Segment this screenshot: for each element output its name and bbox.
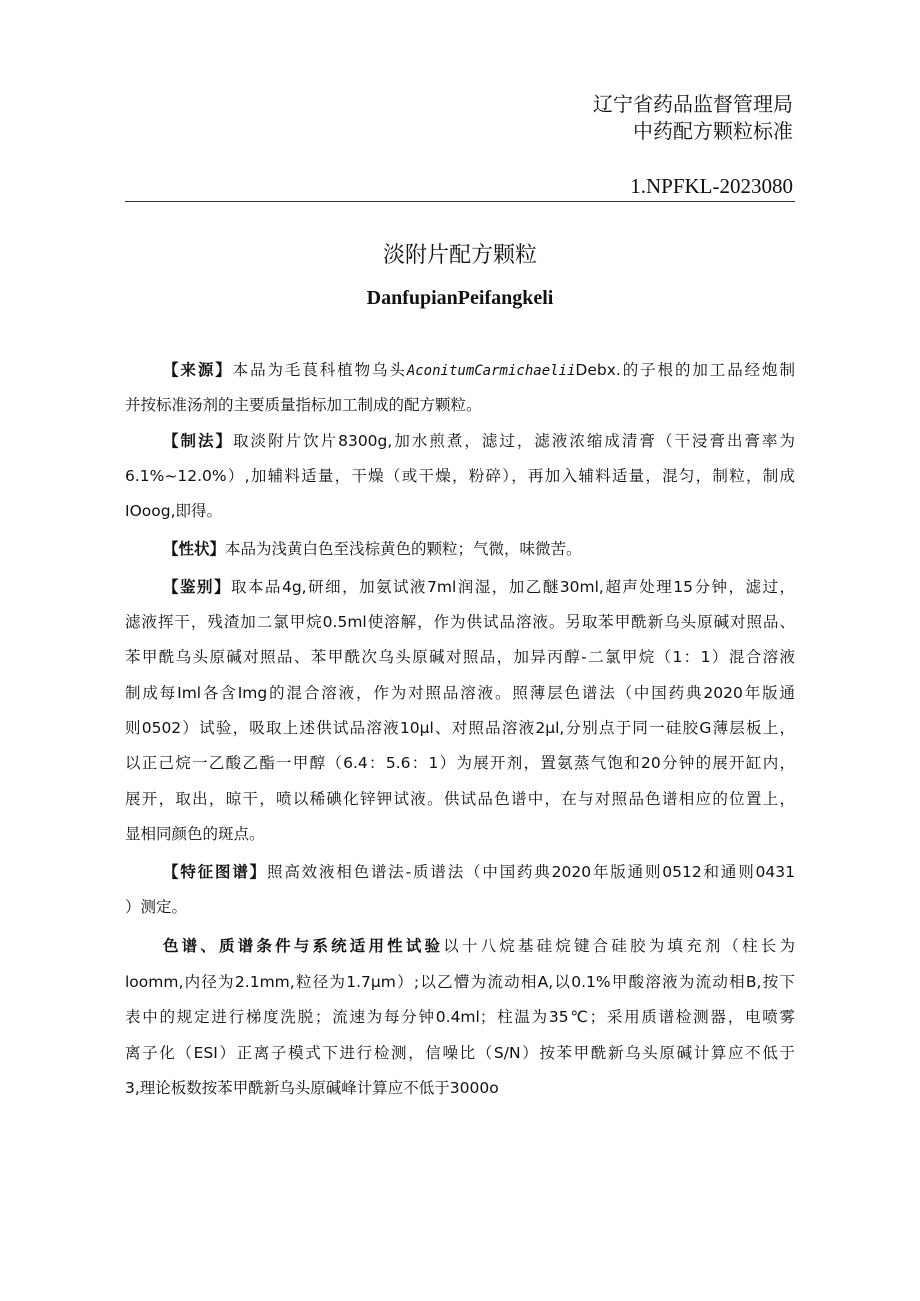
method-label: 【制法】 — [163, 432, 234, 450]
identification-line: 展开，取出，晾干，喷以稀碘化锌钾试液。供试品色谱中，在与对照品色谱相应的位置上， — [125, 790, 795, 808]
identification-line: 以正己烷一乙酸乙酯一甲醇（6.4：5.6：1）为展开剂，置氨蒸气饱和20分钟的展开缸内， — [125, 754, 795, 772]
conditions-line — [163, 935, 795, 957]
identification-line: 滤液挥干，残渣加二氯甲烷0.5ml使溶解，作为供试品溶液。另取苯甲酰新乌头原碱对照品、 — [125, 613, 795, 631]
conditions-label: 色谱、质谱条件与系统适用性试验 — [163, 937, 444, 955]
source-label: 【来源】 — [163, 361, 233, 379]
conditions-line: 表中的规定进行梯度洗脱；流速为每分钟0.4ml；柱温为35℃；采用质谱检测器，电喷雾 — [125, 1008, 795, 1026]
source-line — [163, 359, 795, 382]
method-line: 6.1%~12.0%）,加辅料适量，干燥（或干燥，粉碎），再加入辅料适量，混匀，制粒，制成 — [125, 467, 795, 485]
identification-line: 则0502）试验，吸取上述供试品溶液10μl、对照品溶液2μl,分别点于同一硅胶G薄层板上， — [125, 719, 795, 737]
fingerprint-text: 照高效液相色谱法-质谱法（中国药典2020年版通则0512和通则0431 — [266, 863, 795, 881]
conditions-line: 离子化（ESI）正离子模式下进行检测，信噪比（S/N）按苯甲酰新乌头原碱计算应不低于 — [125, 1044, 795, 1062]
identification-line: 制成每Iml各含Img的混合溶液，作为对照品溶液。照薄层色谱法（中国药典2020年版通 — [125, 684, 795, 702]
identification-line — [163, 576, 795, 598]
method-line: IOoog,即得。 — [125, 502, 223, 520]
document-title: 淡附片配方颗粒 — [382, 243, 537, 268]
issuing-authority: 辽宁省药品监督管理局 — [593, 92, 793, 116]
character-label: 【性状】 — [163, 540, 226, 558]
header-divider — [125, 201, 795, 202]
source-line: 并按标准汤剂的主要质量指标加工制成的配方颗粒。 — [125, 396, 482, 414]
conditions-line: 3,理论板数按苯甲酰新乌头原碱峰计算应不低于3000o — [125, 1079, 499, 1097]
standard-number: 1.NPFKL-2023080 — [630, 174, 793, 198]
document-subtitle: DanfupianPeifangkeli — [366, 287, 554, 309]
identification-label: 【鉴别】 — [163, 578, 231, 596]
fingerprint-line: ）测定。 — [125, 898, 188, 916]
character-text: 本品为浅黄白色至浅棕黄色的颗粒；气微，味微苦。 — [225, 540, 582, 558]
standard-type: 中药配方颗粒标准 — [633, 119, 793, 143]
conditions-text: 以十八烷基硅烷键合硅胶为填充剂（柱长为 — [443, 937, 795, 955]
method-text: 取淡附片饮片8300g,加水煎煮，滤过，滤液浓缩成清膏（干浸膏出膏率为 — [233, 432, 795, 450]
character-line — [163, 538, 795, 560]
fingerprint-label: 【特征图谱】 — [163, 863, 267, 881]
identification-text: 取本品4g,研细，加氨试液7ml润湿，加乙醚30ml,超声处理15分钟，滤过， — [230, 578, 795, 596]
source-text: Debx.的子根的加工品经炮制 — [575, 361, 795, 379]
identification-line: 显相同颜色的斑点。 — [125, 825, 265, 843]
fingerprint-line — [163, 861, 795, 883]
method-line — [163, 430, 795, 452]
conditions-line: loomm,内径为2.1mm,粒径为1.7μm）;以乙懵为流动相A,以0.1%甲酸溶液为流动相B,按下 — [125, 973, 795, 991]
latin-name: AconitumCarmichaelii — [406, 363, 576, 379]
source-text: 本品为毛茛科植物乌头 — [232, 361, 407, 379]
identification-line: 苯甲酰乌头原碱对照品、苯甲酰次乌头原碱对照品，加异丙醇-二氯甲烷（1：1）混合溶液 — [125, 648, 795, 666]
